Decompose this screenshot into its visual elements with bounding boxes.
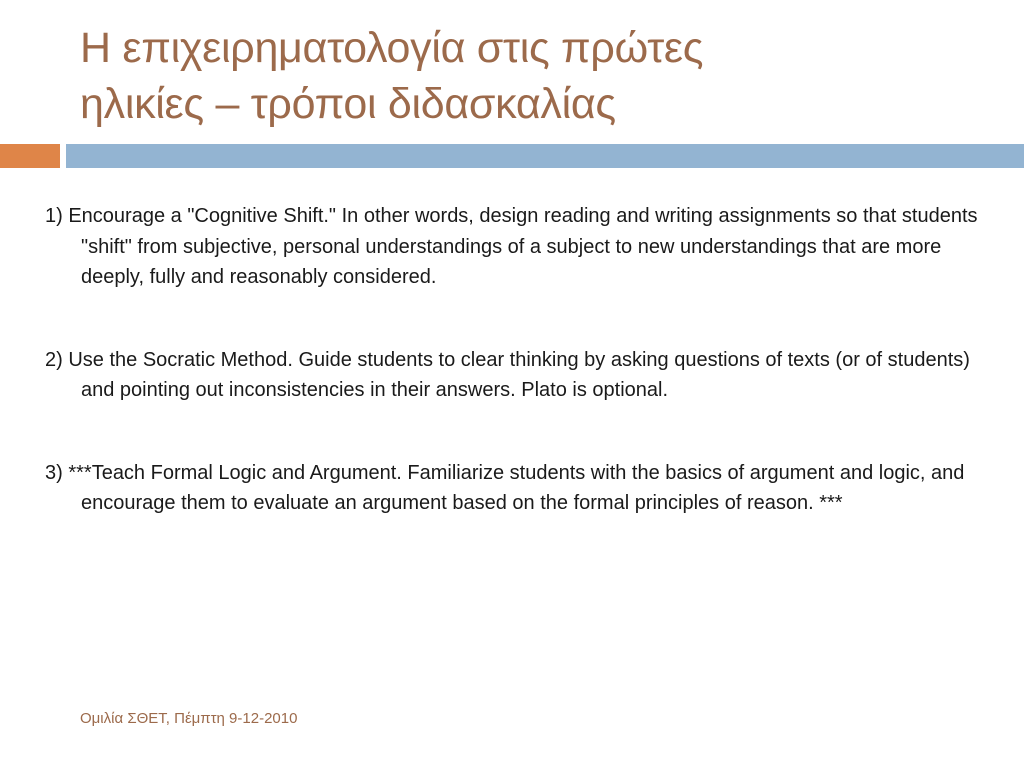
content-list — [45, 201, 985, 571]
slide-title — [80, 20, 980, 132]
content-point-2: 2) Use the Socratic Method. Guide students to clear thinking by asking questions of texts (or of students) and pointing out inconsistencies in their answers. Plato is optional. — [45, 348, 970, 401]
content-point-3: 3) ***Teach Formal Logic and Argument. Familiarize students with the basics of argument and logic, and encourage them to evaluate an argument based on the formal principles of reason. *** — [45, 461, 965, 514]
content-point-1: 1) Encourage a "Cognitive Shift." In other words, design reading and writing assignments so that students "shift" from subjective, personal understandings of a subject to new understandings that are more deeply, fully and reasonably considered. — [45, 205, 978, 288]
title-divider-bar — [66, 144, 1024, 168]
title-accent-bar — [0, 144, 60, 168]
slide-footer: Ομιλία ΣΘΕΤ, Πέμπτη 9-12-2010 — [80, 710, 298, 727]
slide-title-line-2: ηλικίες – τρόποι διδασκαλίας — [80, 80, 616, 128]
slide-title-line-1: Η επιχειρηματολογία στις πρώτες — [80, 24, 704, 72]
